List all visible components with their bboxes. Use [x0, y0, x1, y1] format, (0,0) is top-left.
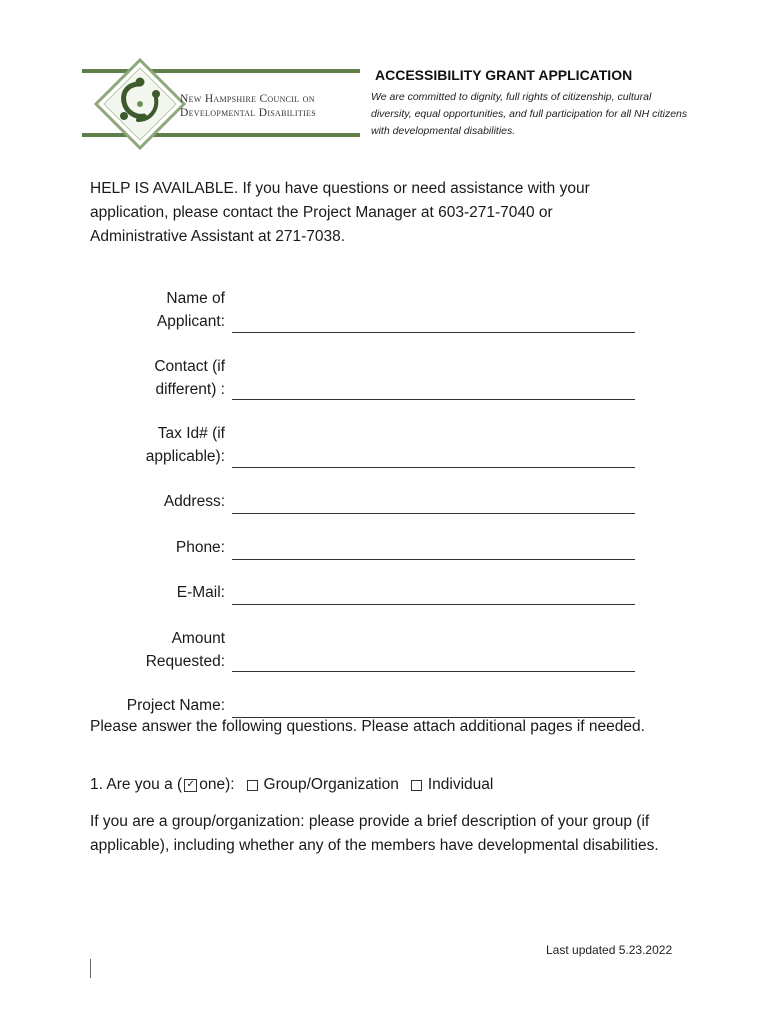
- contact-label-line1: Contact (if: [154, 358, 225, 375]
- help-paragraph: HELP IS AVAILABLE. If you have questions or need assistance with your application, please contact the Project Manager at 603-271-7040 or Administrative Assistant at 271-7038.: [90, 180, 590, 245]
- question-1-suffix: one):: [199, 776, 235, 793]
- tax-id-label-line2: applicable):: [145, 447, 225, 465]
- amount-requested-label: [146, 628, 225, 673]
- contact-label-line2: different) :: [155, 380, 225, 398]
- amount-requested-field[interactable]: [232, 670, 635, 672]
- address-field[interactable]: [232, 512, 635, 514]
- applicant-name-field[interactable]: [232, 331, 635, 333]
- org-name-line1: New Hampshire Council on: [180, 93, 315, 105]
- applicant-name-label-line2: Applicant:: [156, 312, 225, 330]
- group-organization-checkbox[interactable]: [247, 780, 258, 791]
- applicant-name-label-line1: Name of: [166, 290, 225, 307]
- question-1: [90, 776, 493, 794]
- phone-field[interactable]: [232, 558, 635, 560]
- contact-field[interactable]: [232, 398, 635, 400]
- project-name-label: Project Name:: [126, 697, 225, 714]
- group-organization-option: Group/Organization: [263, 776, 399, 793]
- amount-label-line2: Requested:: [145, 652, 225, 670]
- contact-label: [154, 356, 225, 401]
- last-updated-footer: Last updated 5.23.2022: [546, 943, 673, 957]
- instructions-text: Please answer the following questions. Please attach additional pages if needed.: [90, 718, 645, 735]
- checkmark-glyph: ✓: [186, 779, 195, 790]
- question-1-prefix: 1. Are you a (: [90, 776, 183, 793]
- applicant-name-label: [157, 288, 225, 333]
- individual-option: Individual: [427, 776, 494, 793]
- text-cursor: [90, 959, 91, 978]
- address-label: Address:: [163, 493, 225, 510]
- group-description-prompt: If you are a group/organization: please provide a brief description of your group (if applicable), including whether any of the members have developmental disabilities.: [90, 813, 659, 854]
- phone-label: Phone:: [175, 539, 225, 556]
- council-emblem-icon: [94, 58, 186, 150]
- amount-label-line1: Amount: [171, 630, 225, 647]
- org-name-line2: Developmental Disabilities: [180, 107, 316, 119]
- application-title: ACCESSIBILITY GRANT APPLICATION: [375, 67, 633, 83]
- tax-id-label-line1: Tax Id# (if: [157, 425, 225, 442]
- individual-checkbox[interactable]: [411, 780, 422, 791]
- header-logo: [82, 56, 362, 152]
- tax-id-field[interactable]: [232, 466, 635, 468]
- email-label: E-Mail:: [176, 584, 225, 601]
- org-name: [180, 92, 360, 120]
- mission-tagline: We are committed to dignity, full rights of citizenship, cultural diversity, equal opportunities, and full participation for all NH citizens with developmental disabilities.: [371, 91, 688, 137]
- tax-id-label: [146, 423, 225, 468]
- email-field[interactable]: [232, 603, 635, 605]
- checked-box-icon: [184, 779, 197, 792]
